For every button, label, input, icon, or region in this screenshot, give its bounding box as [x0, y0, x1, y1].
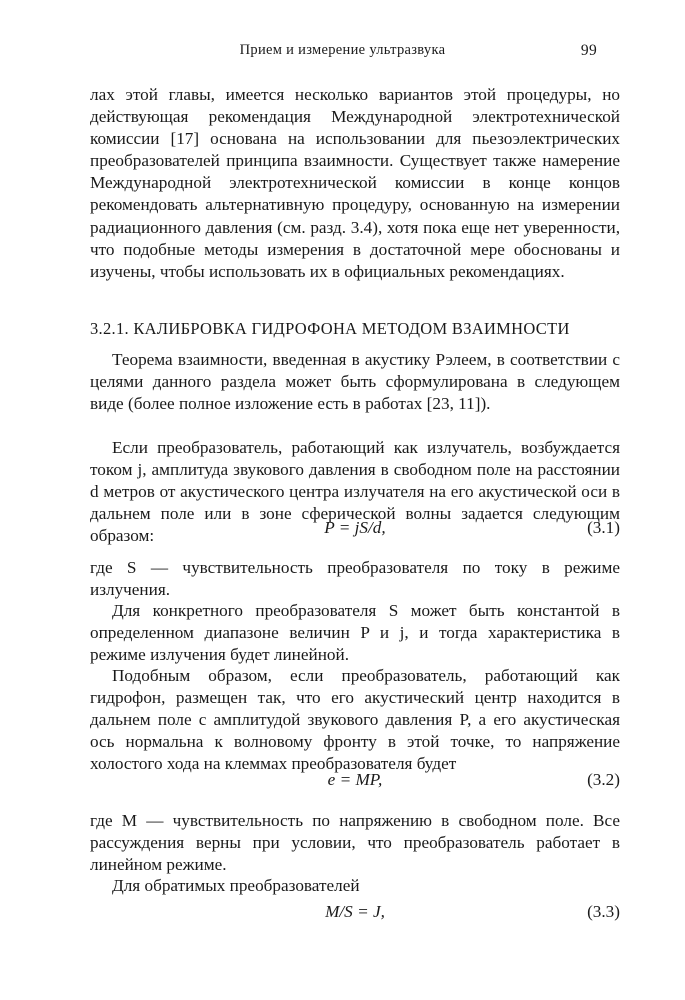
section-heading: 3.2.1. КАЛИБРОВКА ГИДРОФОНА МЕТОДОМ ВЗАИМНОСТИ: [90, 319, 570, 338]
paragraph-text: Для конкретного преобразователя S может быть константой в определенном диапазоне величин P и j, и тогда характеристика в режиме излучения будет линейной.: [90, 601, 620, 665]
equation-3-3: [90, 902, 620, 924]
paragraph-text: Если преобразователь, работающий как излучатель, возбуждается током j, амплитуда звукового давления в свободном поле на расстоянии d метров от акустического центра излучателя на его акустической оси в дальнем поле или в зоне сферической волны задается следующим образом:: [90, 438, 620, 546]
running-head: [0, 42, 685, 62]
paragraph-text: Для обратимых преобразователей: [112, 876, 360, 895]
paragraph-intro: лах этой главы, имеется несколько вариантов этой процедуры, но действующая рекомендация Международной электротехнической комиссии [17] основана на использовании для пьезоэлектрических преобразователей принципа взаимности. Существует также намерение Международной электротехнической комиссии в конце концов рекомендовать альтернативную процедуру, основанную на измерении радиационного давления (см. разд. 3.4), хотя пока еще нет уверенности, что подобные методы измерения в достаточной мере обоснованы и изучены, чтобы использовать их в официальных рекомендациях.: [90, 85, 620, 281]
paragraph-s-definition: где S — чувствительность преобразователя по току в режиме излучения.: [90, 558, 620, 600]
paragraph-hydrophone: [90, 665, 620, 775]
equation-formula: M/S = J,: [325, 902, 385, 921]
paragraph-reciprocity-theorem: [90, 349, 620, 415]
paragraph-text: Теорема взаимности, введенная в акустику Рэлеем, в соответствии с целями данного раздела может быть сформулирована в следующем виде (более полное изложение есть в работах [23, 11]).: [90, 350, 620, 414]
equation-3-2: [90, 770, 620, 792]
equation-number: (3.3): [587, 902, 620, 921]
paragraph-text: Подобным образом, если преобразователь, работающий как гидрофон, размещен так, что его акустический центр находится в дальнем поле с амплитудой звукового давления P, а его акустическая ось нормальна к волновому фронту в этой точке, то напряжение холостого хода на клеммах преобразователя будет: [90, 666, 620, 774]
paragraph-m-definition: где M — чувствительность по напряжению в свободном поле. Все рассуждения верны при условии, что преобразователь работает в линейном режиме.: [90, 811, 620, 875]
paragraph-linear-mode: [90, 600, 620, 666]
equation-number: (3.2): [587, 770, 620, 789]
page-number: 99: [580, 42, 597, 59]
paragraph-reversible: [90, 875, 620, 897]
equation-formula: P = jS/d,: [324, 518, 386, 537]
equation-number: (3.1): [587, 518, 620, 537]
equation-formula: e = MP,: [327, 770, 383, 789]
equation-3-1: [90, 518, 620, 540]
running-title: Прием и измерение ультразвука: [239, 42, 446, 58]
